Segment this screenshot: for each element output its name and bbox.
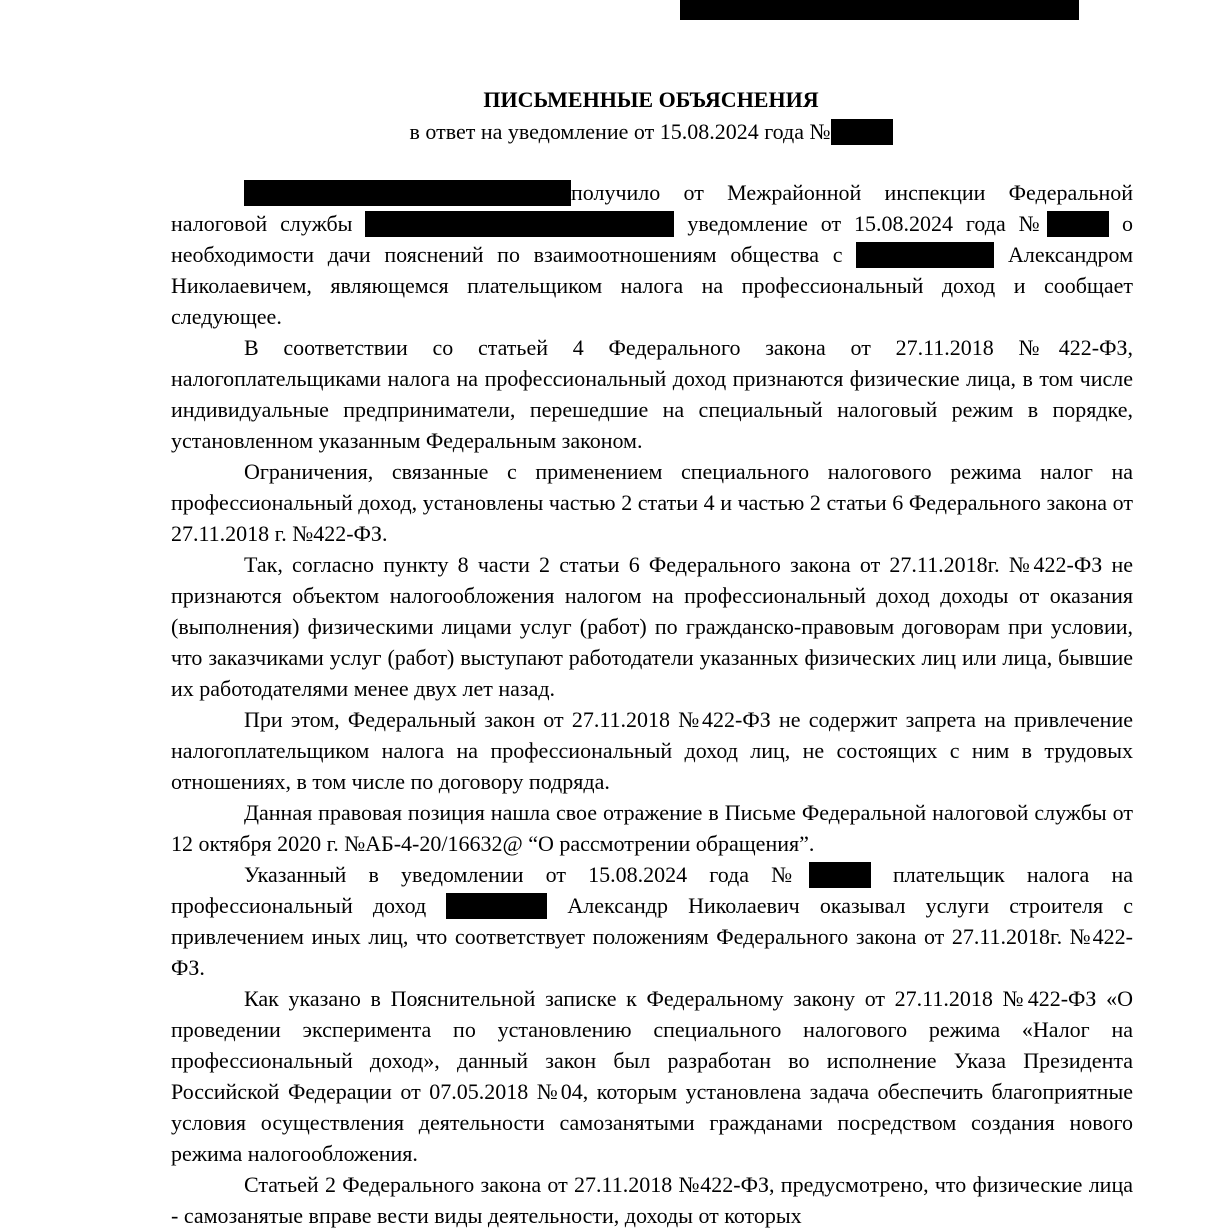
paragraph-2: В соответствии со статьей 4 Федерального закона от 27.11.2018 №422-ФЗ, налогоплательщиками налога на профессиональный доход признаются физические лица, в том числе индивидуальные предприниматели, перешедшие на специальный налоговый режим в порядке, установленном указанным Федеральным законом. [171, 335, 1133, 453]
paragraph-text: о необходимости дачи пояснений по взаимоотношениям общества с [171, 211, 1134, 267]
paragraph-8: Как указано в Пояснительной записке к Федеральному закону от 27.11.2018 №422-ФЗ «О проведении эксперимента по установлению специального налогового режима «Налог на профессиональный доход», данный закон был разработан во исполнение Указа Президента Российской Федерации от 07.05.2018 №04, которым установлена задача обеспечить благоприятные условия осуществления деятельности самозанятыми гражданами посредством создания нового режима налогообложения. [171, 986, 1133, 1166]
redacted-header-block [680, 0, 1079, 20]
redacted-inspection-name [365, 211, 674, 237]
redacted-notice-number [831, 119, 893, 145]
document-body [171, 177, 1133, 1231]
paragraph-4: Так, согласно пункту 8 части 2 статьи 6 Федерального закона от 27.11.2018г. №422-ФЗ не признаются объектом налогообложения налогом на профессиональный доход доходы от оказания (выполнения) физическими лицами услуг (работ) по гражданско-правовым договорам при условии, что заказчиками услуг (работ) выступают работодатели указанных физических лиц или лица, бывшие их работодателями менее двух лет назад. [171, 552, 1133, 701]
redacted-surname [446, 893, 547, 919]
paragraph-intro [171, 177, 1133, 332]
paragraph-3: Ограничения, связанные с применением специального налогового режима налог на профессиональный доход, установлены частью 2 статьи 4 и частью 2 статьи 6 Федерального закона от 27.11.2018 г. №422-ФЗ. [171, 459, 1133, 546]
paragraph-text: Александром Николаевичем, являющемся плательщиком налога на профессиональный доход и сообщает следующее. [171, 242, 1134, 329]
redacted-surname [856, 242, 994, 268]
paragraph-text: получило от Межрайонной инспекции Федеральной налоговой службы [171, 180, 1133, 236]
paragraph-6: Данная правовая позиция нашла свое отражение в Письме Федеральной налоговой службы от 12 октября 2020 г. №АБ-4-20/16632@ “О рассмотрении обращения”. [171, 800, 1133, 856]
paragraph-9: Статьей 2 Федерального закона от 27.11.2018 №422-ФЗ, предусмотрено, что физические лица - самозанятые вправе вести виды деятельности, доходы от которых [171, 1172, 1133, 1228]
redacted-notice-number [1047, 211, 1109, 237]
paragraph-text: Указанный в уведомлении от 15.08.2024 года № [244, 862, 809, 887]
document-title: ПИСЬМЕННЫЕ ОБЪЯСНЕНИЯ [483, 87, 819, 112]
paragraph-text: Александр Николаевич оказывал услуги строителя с привлечением иных лиц, что соответствует положениям Федерального закона от 27.11.2018г. №422-ФЗ. [171, 893, 1133, 980]
subtitle-text: в ответ на уведомление от 15.08.2024 года № [409, 119, 831, 144]
paragraph-text: плательщик налога на профессиональный доход [171, 862, 1133, 918]
document-subtitle [0, 116, 1216, 147]
paragraph-text: уведомление от 15.08.2024 года № [687, 211, 1048, 236]
redacted-notice-number [809, 862, 871, 888]
paragraph-7 [171, 859, 1133, 983]
redacted-company-name [244, 180, 571, 206]
paragraph-5: При этом, Федеральный закон от 27.11.2018 №422-ФЗ не содержит запрета на привлечение налогоплательщиком налога на профессиональный доход лиц, не состоящих с ним в трудовых отношениях, в том числе по договору подряда. [171, 707, 1133, 794]
